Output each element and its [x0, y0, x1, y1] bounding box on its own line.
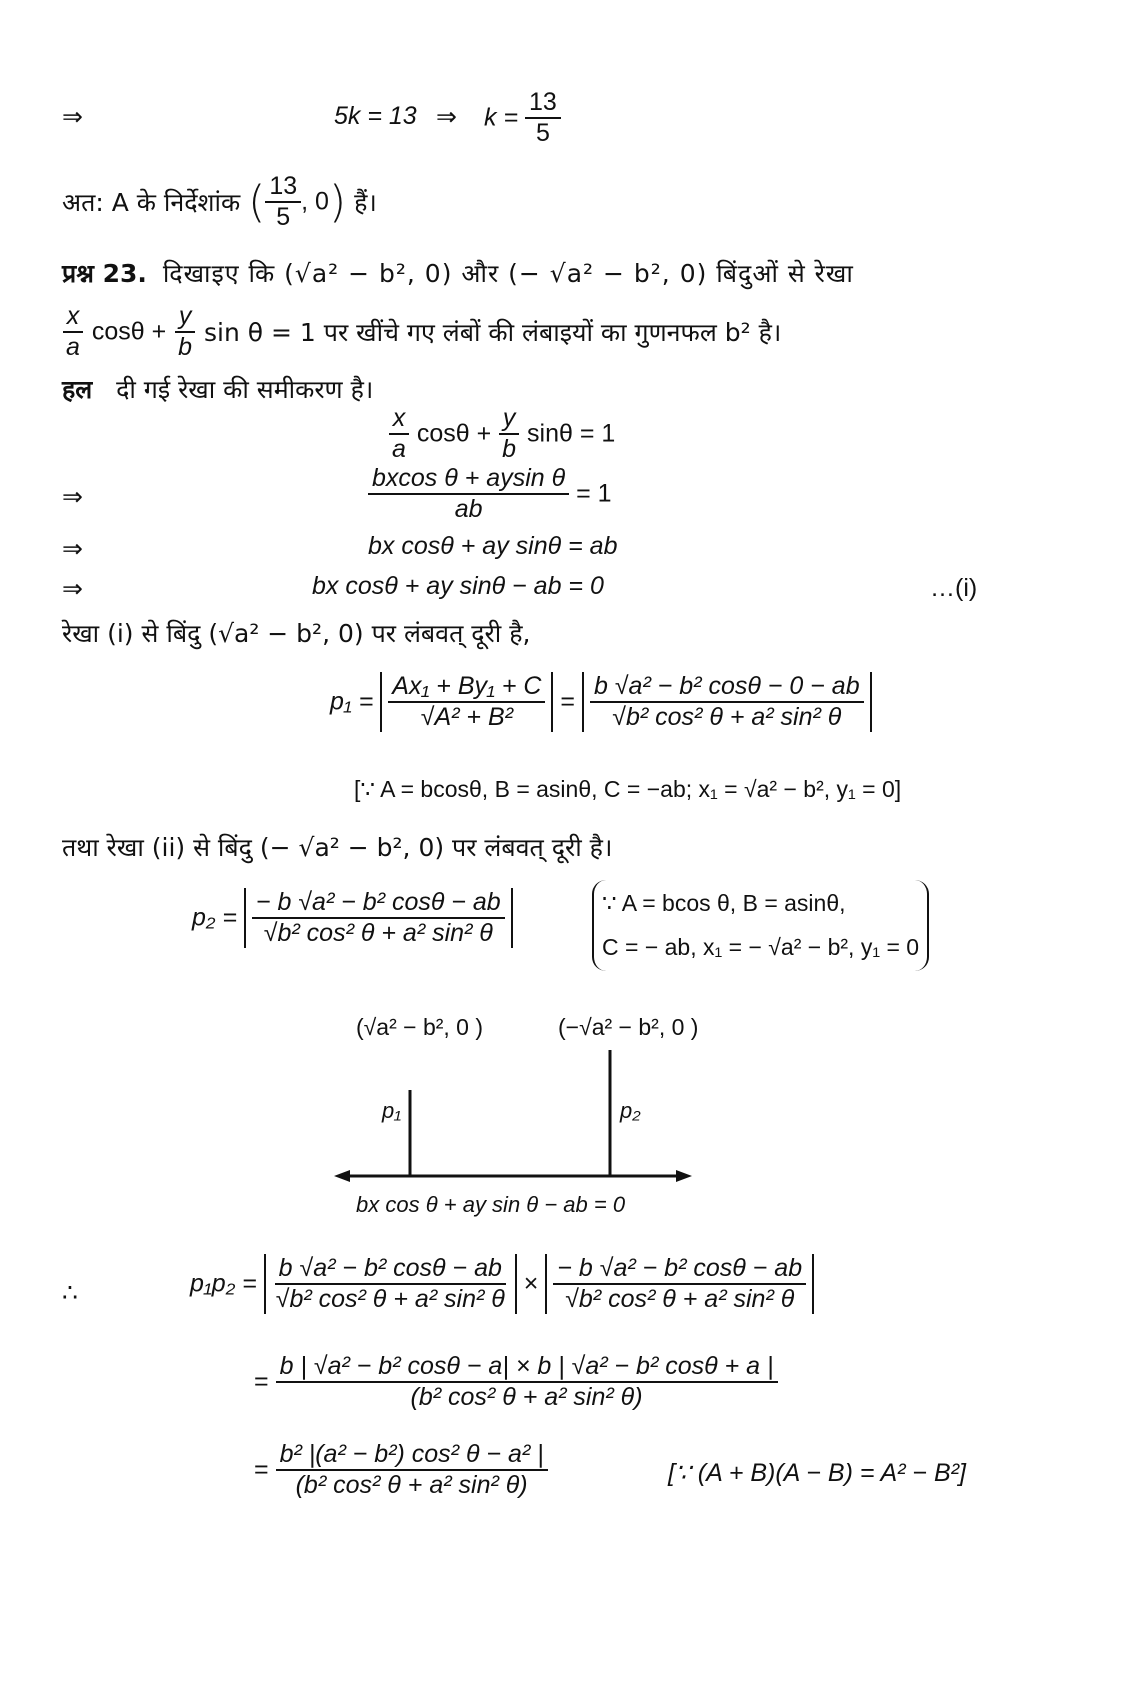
- p1-note: [∵ A = bcosθ, B = asinθ, C = −ab; x₁ = √a² − b², y₁ = 0]: [354, 776, 902, 802]
- perpendicular-text-2: तथा रेखा (ii) से बिंदु (− √a² − b², 0) पर लंबवत् दूरी है।: [62, 833, 613, 862]
- therefore-symbol: ∴: [62, 1279, 78, 1307]
- arrow: ⇒: [62, 535, 83, 563]
- coordinates-statement: अत: A के निर्देशांक ( $\frac{13}{5}$ , 0) हैं।: [62, 172, 377, 231]
- equation-fraction: $\frac{\text{bxcos θ + aysin θ}}{ab}$ = 1: [368, 464, 612, 524]
- arrow-right-icon: [676, 1170, 692, 1182]
- equation-line-i: bx cosθ + ay sinθ − ab = 0: [312, 572, 604, 600]
- equation-5k: 5k = 13: [334, 102, 417, 130]
- arrow: ⇒: [62, 103, 83, 131]
- p2-note: ∵ A = bcos θ, B = asinθ, C = − ab, x₁ = − √a² − b², y₁ = 0: [592, 880, 929, 971]
- fig-p2: p₂: [620, 1098, 641, 1123]
- step-2: = $\frac{\text{b | √a² − b² cosθ − a| × b | √a² − b² cosθ + a |}}{\text{(b² cos² θ + a² sin² θ)}}$: [254, 1352, 778, 1412]
- perpendicular-text-1: रेखा (i) से बिंदु (√a² − b², 0) पर लंबवत् दूरी है,: [62, 619, 531, 648]
- step-3-note: [∵ (A + B)(A − B) = A² − B²]: [668, 1459, 966, 1487]
- arrow-left-icon: [334, 1170, 350, 1182]
- arrow: ⇒: [62, 483, 83, 511]
- arrow: ⇒: [62, 575, 83, 603]
- k-value: k = $\frac{13}{5}$: [484, 88, 561, 148]
- arrow: ⇒: [436, 103, 457, 131]
- solution-intro: हल दी गई रेखा की समीकरण है।: [62, 375, 374, 404]
- step-3: = $\frac{\text{b² |(a² − b²) cos² θ − a² |}}{\text{(b² cos² θ + a² sin² θ)}}$: [254, 1440, 548, 1500]
- question-line-1: प्रश्न 23. दिखाइए कि (√a² − b², 0) और (− √a² − b², 0) बिंदुओं से रेखा: [62, 259, 854, 288]
- p2-equation: p₂ = $\frac{\text{− b √a² − b² cosθ − ab}}{\text{√b² cos² θ + a² sin² θ}}$: [192, 888, 513, 948]
- equation-tag: …(i): [930, 574, 978, 602]
- fig-line-label: bx cos θ + ay sin θ − ab = 0: [356, 1192, 626, 1217]
- p1-equation: p₁ = $\frac{\text{Ax₁ + By₁ + C}}{\text{√A² + B²}}$ = $\frac{\text{b √a² − b² cosθ − 0 − ab}}{\text{√b² cos² θ + a² sin² θ}}$: [330, 672, 872, 732]
- question-line-2: $\frac{x}{a}$ cosθ + $\frac{y}{b}$ sin θ = 1 पर खींचे गए लंबों की लंबाइयों का गुणनफल b² है।: [62, 302, 781, 362]
- fig-point-1: (√a² − b², 0 ): [356, 1014, 484, 1040]
- fig-p1: p₁: [382, 1098, 402, 1123]
- fig-point-2: (−√a² − b², 0 ): [558, 1014, 699, 1040]
- equation-ab: bx cosθ + ay sinθ = ab: [368, 532, 618, 560]
- product-equation: p₁p₂ = $\frac{\text{b √a² − b² cosθ − ab}}{\text{√b² cos² θ + a² sin² θ}}$ × $\frac{\text{− b √a² − b² cosθ − ab}}{\text{√b² cos² θ + a² sin² θ}}$: [190, 1254, 814, 1314]
- equation-line: $\frac{x}{a}$ cosθ + $\frac{y}{b}$ sinθ = 1: [388, 404, 615, 464]
